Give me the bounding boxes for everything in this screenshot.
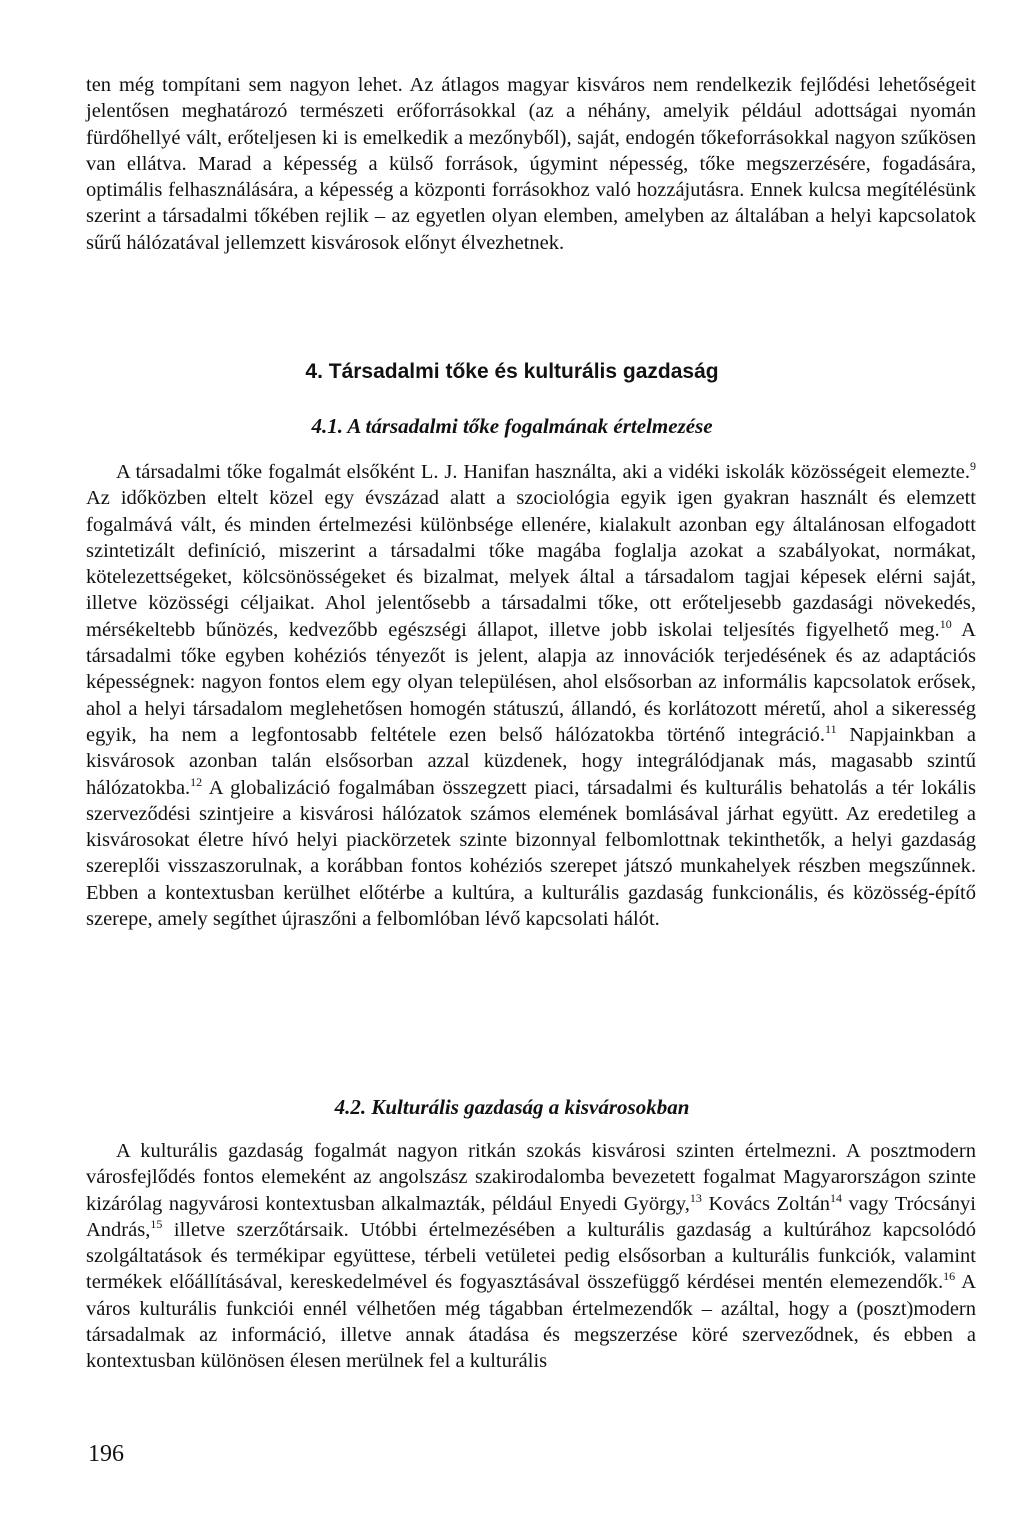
subsection-heading-4-1: 4.1. A társadalmi tőke fogalmának értelmezése [311,414,713,438]
text-run: Napjainkban a kisvárosok azonban talán elsősorban azzal küzdenek, hogy integrálódjanak más, magasabb szintű hálózatokba. [86,723,976,799]
text-run: Kovács Zoltán [701,1192,831,1215]
page-number: 196 [88,1441,124,1467]
paragraph-social-capital [86,459,976,932]
footnote-ref-14: 14 [830,1190,843,1205]
text-run: A társadalmi tőke fogalmát elsőként L. J. Hanifan használta, aki a vidéki iskolák közösségeit elemezte. [116,461,970,483]
text-run: vagy Trócsányi András, [86,1192,976,1241]
subsection-heading-4-2: 4.2. Kulturális gazdaság a kisvárosokban [334,1095,690,1119]
text-run: A társadalmi tőke egyben kohéziós tényezőt is jelent, alapja az innovációk terjedésének és az adaptációs képességnek: nagyon fontos elem egy olyan településen, ahol elsősorban az informális kapcsolatok erősek, ahol a helyi társadalom meglehetősen homogén státuszú, állandó, és korlátozott méretű, ahol a sikeresség egyik, ha nem a legfontosabb feltétele ezen belső hálózatokba történő integráció. [86,618,976,746]
paragraph-cultural-economy [86,1138,976,1375]
footnote-ref-10: 10 [939,616,952,631]
footnote-ref-12: 12 [190,774,203,789]
text-run: A globalizáció fogalmában összegzett piaci, társadalmi és kulturális behatolás a tér lokális szerveződési szintjeire a kisvárosi hálózatok számos elemének bomlásával járhat együtt. Az eredetileg a kisvárosokat életre hívó helyi piackörzetek szinte bizonnyal felbomlottnak tekinthetők, a helyi gazdaság szereplői visszaszorulnak, a korábban fontos kohéziós szerepet játszó munkahelyek részben megszűnnek. Ebben a kontextusban kerülhet előtérbe a kultúra, a kulturális gazdaság funkcionális, és közösség-építő szerepe, amely segíthet újraszőni a felbomlóban lévő kapcsolati hálót. [86,776,976,931]
text-run: illetve szerzőtársaik. Utóbbi értelmezésében a kulturális gazdaság a kultúrához kapcsolódó szolgáltatások és termékipar együttese, térbeli vetületei pedig elsősorban a kulturális funkciók, valamint termékek előállításával, kereskedelmével és fogyasztásával összefüggő kérdései mentén elemezendők. [86,1218,976,1294]
section-heading: 4. Társadalmi tőke és kulturális gazdaság [305,360,719,383]
text-run: A kulturális gazdaság fogalmát nagyon ritkán szokás kisvárosi szinten értelmezni. A posztmodern városfejlődés fontos elemeként az angolszász szakirodalomba bevezetett fogalmat Magyarországon szinte kizárólag nagyvárosi kontextusban alkalmazták, például Enyedi György, [86,1140,976,1215]
footnote-ref-9: 9 [970,459,976,474]
footnote-ref-15: 15 [150,1217,163,1232]
text-run: Az időközben eltelt közel egy évszázad alatt a szociológia egyik igen gyakran használt és elemzett fogalmává vált, és minden értelmezési különbsége ellenére, kialakult azonban egy általánosan elfogadott szintetizált definíció, miszerint a társadalmi tőke magába foglalja azokat a szabályokat, normákat, kötelezettségeket, kölcsönösségeket és bizalmat, melyek által a társadalom tagjai képesek elérni saját, illetve közösségi céljaikat. Ahol jelentősebb a társadalmi tőke, ott erőteljesebb gazdasági növekedés, mérsékeltebb bűnözés, kedvezőbb egészségi állapot, illetve jobb iskolai teljesítés figyelhető meg. [86,487,976,641]
paragraph-intro: ten még tompítani sem nagyon lehet. Az átlagos magyar kisváros nem rendelkezik fejlődési lehetőségeit jelentősen meghatározó természeti erőforrásokkal (az a néhány, amelyik például adottságai nyomán fürdőhellyé vált, erőteljesen ki is emelkedik a mezőnyből), saját, endogén tőkeforrásokkal nagyon szűkösen van ellátva. Marad a képesség a külső források, úgymint népesség, tőke megszerzésére, fogadására, optimális felhasználására, a képesség a központi forrásokhoz való hozzájutásra. Ennek kulcsa megítélésünk szerint a társadalmi tőkében rejlik – az egyetlen olyan elemben, amelyben az általában a helyi kapcsolatok sűrű hálózatával jellemzett kisvárosok előnyt élvezhetnek. [86,74,976,254]
footnote-ref-13: 13 [689,1190,702,1205]
footnote-ref-11: 11 [825,722,837,737]
text-run: A város kulturális funkciói ennél vélhetően még tágabban értelmezendők – azáltal, hogy a (poszt)modern társadalmak az információ, illetve annak átadása és megszerzése köré szerveződnek, és ebben a kontextusban különösen élesen merülnek fel a kulturális [86,1271,976,1373]
footnote-ref-16: 16 [943,1269,956,1284]
